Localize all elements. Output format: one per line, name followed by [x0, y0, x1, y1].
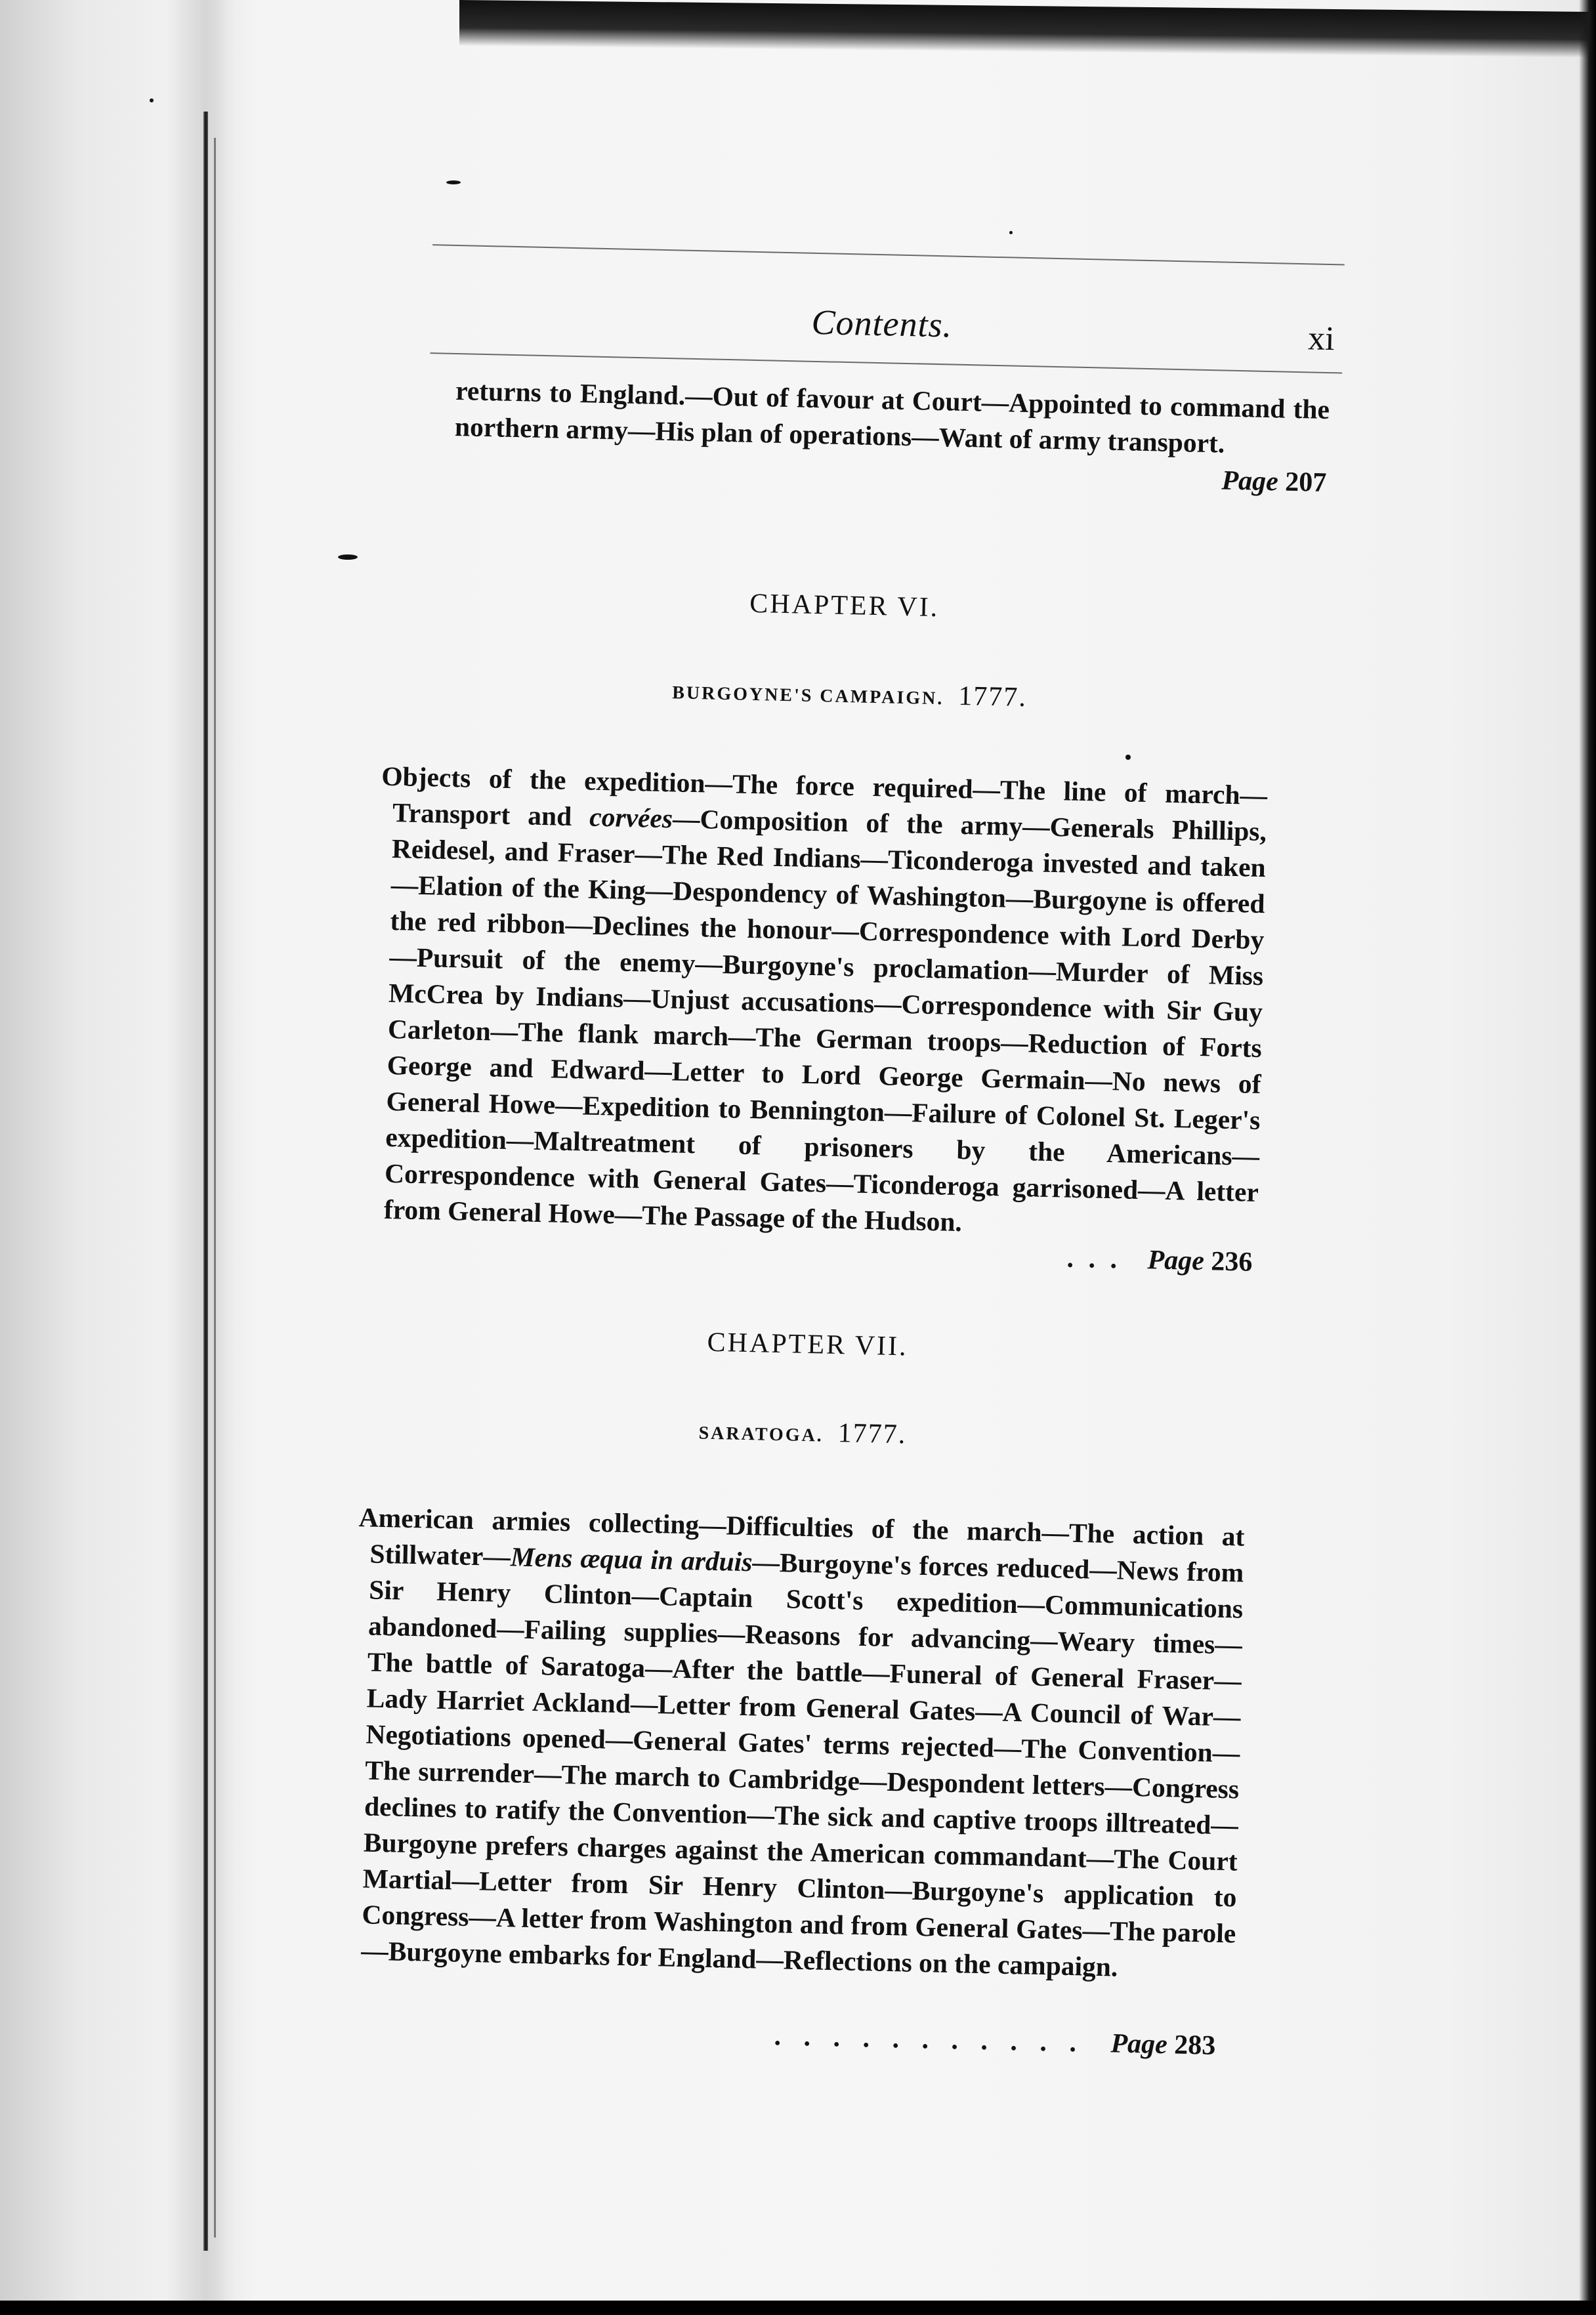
- chapter-6-summary: [371, 759, 1267, 1247]
- summary-text-run: —Burgoyne's forces reduced—News from Sir Henry Clinton—Captain Scott's expedition—Communications abandoned—Failing supplies—Reasons for advancing—Weary times—The battle of Saratoga—After the battle—Funeral of General Fraser—Lady Harriet Ackland—Letter from General Gates—A Council of War—Negotiations opened—General Gates' terms rejected—The Convention—The surrender—The march to Cambridge—Despondent letters—Congress declines to ratify the Convention—The sick and captive troops illtreated—Burgoyne prefers charges against the American commandant—The Court Martial—Letter from Sir Henry Clinton—Burgoyne's application to Congress—A letter from Washington and from General Gates—The parole—Burgoyne embarks for England—Reflections on the campaign.: [360, 1547, 1244, 1982]
- continuation-text: returns to England.—Out of favour at Court—Appointed to command the northern army—His plan of operations—Want of army transport.: [454, 375, 1330, 459]
- running-title: Contents.: [810, 302, 953, 345]
- summary-italic-phrase: corvées: [589, 801, 673, 834]
- chapter-7-subtitle: [698, 1414, 907, 1450]
- chapter-7-year: 1777.: [837, 1418, 907, 1450]
- chapter-6-subtitle-text: BURGOYNE'S CAMPAIGN.: [671, 682, 944, 709]
- chapter-6-subtitle: [672, 674, 1028, 713]
- page-label: Page: [1147, 1245, 1205, 1277]
- page-number: 236: [1210, 1246, 1253, 1278]
- page-label: Page: [1110, 2028, 1168, 2060]
- chapter-7-heading: CHAPTER VII.: [707, 1327, 909, 1362]
- page-number: 283: [1173, 2030, 1216, 2061]
- page-number: 207: [1284, 467, 1327, 498]
- summary-text-run: American armies collecting—Difficulties of the march—The action at Stillwater—: [358, 1502, 1245, 1572]
- page-folio: xi: [1307, 320, 1335, 358]
- continuation-page-ref: [1221, 465, 1327, 498]
- chapter-7-leader: . . . . . . . . . . .: [774, 2021, 1085, 2058]
- summary-italic-phrase: Mens æqua in arduis: [510, 1541, 753, 1577]
- chapter-6-page-ref: [1066, 1243, 1253, 1278]
- header-rule-bottom: [430, 352, 1342, 373]
- binding-gutter: [190, 112, 230, 2251]
- summary-text-run: Objects of the expedition—The force required—The line of march—Transport and: [381, 761, 1268, 832]
- scan-speck: [338, 554, 358, 560]
- page-label: Page: [1221, 465, 1279, 497]
- binding-line: [203, 112, 208, 2251]
- scan-speck: [150, 98, 154, 102]
- chapter-7-page-ref: [774, 2020, 1216, 2062]
- scan-top-shadow: [459, 0, 1596, 58]
- binding-line-thin: [214, 138, 216, 2238]
- scan-speck: [446, 180, 461, 184]
- chapter-6-year: 1777.: [957, 680, 1028, 713]
- chapter-7-summary: [349, 1499, 1245, 1988]
- chapter-7-subtitle-text: SARATOGA.: [698, 1423, 824, 1446]
- chapter-6-heading: CHAPTER VI.: [749, 588, 940, 623]
- chapter-6-leader: . . .: [1066, 1243, 1122, 1275]
- header-rule-top: [432, 244, 1345, 265]
- summary-text-run: —Composition of the army—Generals Phillips, Reidesel, and Fraser—The Red Indians—Ticonderoga invested and taken—Elation of the King—Despondency of Washington—Burgoyne is offered the red ribbon—Declines the honour—Correspondence with Lord Derby—Pursuit of the enemy—Burgoyne's proclamation—Murder of Miss McCrea by Indians—Unjust accusations—Correspondence with Sir Guy Carleton—The flank march—The German troops—Reduction of Forts George and Edward—Letter to Lord George Germain—No news of General Howe—Expedition to Bennington—Failure of Colonel St. Leger's expedition—Maltreatment of prisoners by the Americans—Correspondence with General Gates—Ticonderoga garrisoned—A letter from General Howe—The Passage of the Hudson.: [383, 803, 1267, 1238]
- scan-right-edge: [1579, 0, 1596, 2315]
- contents-text-block: [327, 217, 1352, 2075]
